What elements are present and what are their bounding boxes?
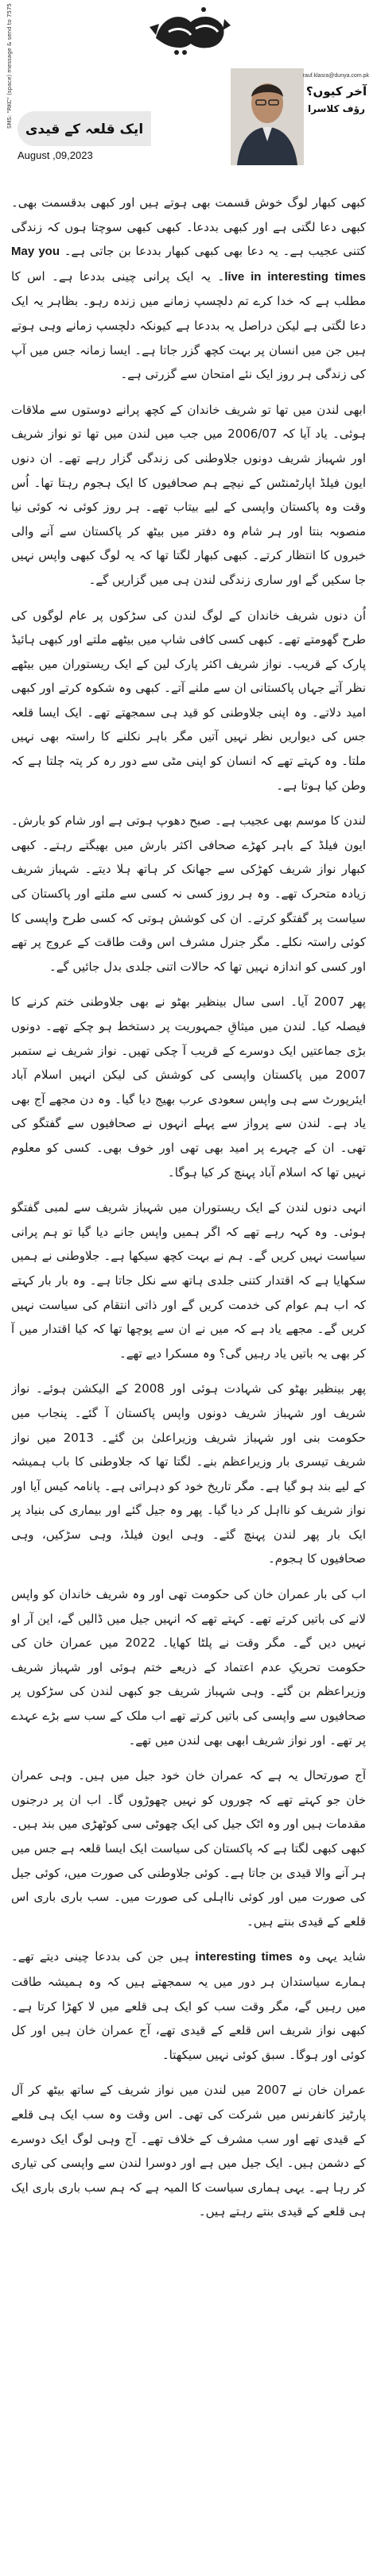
column-name: آخر کیوں؟ [305,84,367,98]
paragraph: شاید یہی وہ interesting times ہیں جن کی بددعا چینی دیتے تھے۔ ہمارے سیاستدان ہر دور میں یہ سمجھتے ہیں کہ وہ ہمیشہ طاقت میں رہیں گے، مگر وقت سب کو ایک ہی قلعے میں لا کھڑا کرتا ہے۔ کبھی نواز شریف اس قلعے کے قیدی تھے، آج عمران خان ہیں اور کل کوئی اور ہوگا۔ سبق کوئی نہیں سیکھتا۔ [11,1949,366,2062]
paragraph: انہی دنوں لندن کے ایک ریستوران میں شہباز شریف سے لمبی گفتگو ہوئی۔ وہ کہہ رہے تھے کہ اگر ہمیں واپس جانے دیا گیا تو ہم پرانی سیاست نہیں کریں گے۔ ہم نے بہت کچھ سیکھا ہے۔ جلاوطنی نے ہمیں سکھایا ہے کہ اقتدار کتنی جلدی ہاتھ سے نکل جاتا ہے۔ وہ بار بار کہتے کہ اب ہم عوام کی خدمت کریں گے اور ذاتی انتقام کی سیاست نہیں کریں گے۔ مجھے یاد ہے کہ میں نے ان سے پوچھا تھا کہ کیا اقتدار میں آ کر بھی یہ باتیں یاد رہیں گی؟ وہ مسکرا دیے تھے۔ [11,1200,366,1361]
header-left [6,64,157,183]
paragraph: آج صورتحال یہ ہے کہ عمران خان خود جیل میں ہیں۔ وہی عمران خان جو کہتے تھے کہ چوروں کو نہیں چھوڑوں گا۔ اب ان پر درجنوں مقدمات ہیں اور وہ اٹک جیل کی ایک چھوٹی سی کوٹھڑی میں بند ہیں۔ کبھی کبھی لگتا ہے کہ پاکستان کی سیاست ایک ایسا قلعہ ہے جس میں ہر آنے والا قیدی بن جاتا ہے۔ کوئی جلاوطنی کی صورت میں، کوئی جیل کی صورت میں اور کوئی نااہلی کی صورت میں۔ سب باری باری اس قلعے کے قیدی بنتے ہیں۔ [11,1768,366,1929]
paragraph: کبھی کبھار لوگ خوش قسمت بھی ہوتے ہیں اور کبھی بدقسمت بھی۔ کبھی دعا لگتی ہے اور کبھی بددعا۔ کبھی کبھی سوچتا ہوں کہ زندگی کتنی عجیب ہے۔ یہ دعا بھی کبھی کبھار بددعا بن جاتی ہے۔ May you live in interesting times۔ یہ ایک پرانی چینی بددعا ہے۔ اس کا مطلب ہے کہ خدا کرے تم دلچسپ زمانے میں زندہ رہو۔ بظاہر یہ ایک دعا لگتی ہے لیکن دراصل یہ بددعا ہے کیونکہ دلچسپ زمانے وہی ہوتے ہیں جن میں انسان پر بہت کچھ گزر جاتا ہے۔ ایسا زمانہ جس میں آپ کی زندگی ہر روز ایک نئے امتحان سے گزرتی ہے۔ [11,195,366,382]
paragraph: ابھی لندن میں تھا تو شریف خاندان کے کچھ پرانے دوستوں سے ملاقات ہوئی۔ یاد آیا کہ 2006/07 میں جب میں لندن میں تھا تو نواز شریف اور شہباز شریف دونوں جلاوطنی کی زندگی گزار رہے تھے۔ ان دنوں ایون فیلڈ اپارٹمنٹس کے نیچے ہم صحافیوں کا ایک ہجوم رہتا تھا۔ اُس وقت وہ پاکستان واپسی کے لیے بیتاب تھے۔ ہر روز کوئی نہ کوئی نیا منصوبہ بنتا اور ہر شام وہ دفتر میں بیٹھ کر پاکستان سے آنے والی خبروں کا انتظار کرتے۔ کبھی کبھار لگتا تھا کہ یہ لوگ کبھی واپس نہیں جا سکیں گے اور ساری زندگی لندن ہی میں گزاریں گے۔ [11,402,366,587]
column-header [6,3,371,183]
paragraph: پھر 2007 آیا۔ اسی سال بینظیر بھٹو نے بھی جلاوطنی ختم کرنے کا فیصلہ کیا۔ لندن میں میثاقِ جمہوریت پر دستخط ہو چکے تھے۔ دونوں بڑی جماعتیں ایک دوسرے کے قریب آ چکی تھیں۔ نواز شریف نے ستمبر 2007 میں پاکستان واپسی کی کوشش کی لیکن انہیں اسلام آباد ایئرپورٹ سے ہی واپس سعودی عرب بھیج دیا گیا۔ وہ دن مجھے آج بھی یاد ہے۔ لندن سے پرواز سے پہلے انہوں نے صحافیوں سے گفتگو کی تھی۔ ان کے چہرے پر امید بھی تھی اور خوف بھی۔ کسی کو معلوم نہیں تھا کہ اسلام آباد پہنچ کر کیا ہوگا۔ [11,994,366,1180]
paragraph: عمران خان نے 2007 میں لندن میں نواز شریف کے ساتھ بیٹھ کر آل پارٹیز کانفرنس میں شرکت کی تھی۔ اس وقت وہ سب ایک ہی قلعے کے قیدی تھے اور سب مشرف کے خلاف تھے۔ آج وہی لوگ ایک دوسرے کے دشمن ہیں۔ ایک جیل میں ہے اور دوسرا لندن سے واپسی کی تیاری کر رہا ہے۔ یہی ہماری سیاست کا المیہ ہے کہ ہم سب باری باری ایک ہی قلعے کے قیدی بنتے رہتے ہیں۔ [11,2083,366,2219]
dunya-logo [145,3,232,59]
author-photo [231,68,304,165]
title-banner [17,111,151,146]
article-body [11,191,366,2566]
column-title: ایک قلعہ کے قیدی [25,121,144,137]
paragraph: اُن دنوں شریف خاندان کے لوگ لندن کی سڑکوں پر عام لوگوں کی طرح گھومتے تھے۔ کبھی کسی کافی شاپ میں بیٹھے ملتے اور کبھی ہائیڈ پارک کے قریب۔ نواز شریف اکثر پارک لین کے ایک ریستوران میں بیٹھے نظر آتے جہاں پاکستانی ان سے ملنے آتے۔ کبھی وہ شکوہ کرتے اور کبھی امید دلاتے۔ وہ اپنی جلاوطنی کو قید ہی سمجھتے تھے۔ ایک ایسا قلعہ جس کی دیواریں نظر نہیں آتیں مگر باہر نکلنے کا راستہ بھی نہیں ملتا۔ وہ کہتے تھے کہ انسان کو اپنی مٹی سے دور رہ کر پتہ چلتا ہے کہ وطن کیا ہوتا ہے۔ [11,608,366,793]
author-name: رؤف کلاسرا [308,103,365,114]
paragraph: لندن کا موسم بھی عجیب ہے۔ صبح دھوپ ہوتی ہے اور شام کو بارش۔ ایون فیلڈ کے باہر کھڑے صحافی اکثر بارش میں بھیگتے رہتے۔ کبھی کبھار نواز شریف کھڑکی سے جھانک کر ہاتھ ہلا دیتے۔ شہباز شریف زیادہ متحرک تھے۔ وہ ہر روز کسی نہ کسی سے ملتے اور پاکستان کی سیاست پر گفتگو کرتے۔ ان کی کوشش ہوتی کہ کسی طرح واپسی کا کوئی راستہ نکلے۔ مگر جنرل مشرف اس وقت طاقت کے عروج پر تھے اور کسی کو اندازہ نہیں تھا کہ حالات اتنی جلدی بدل جائیں گے۔ [11,813,366,974]
header-right [157,64,371,183]
sms-line: SMS: "RKC" (space) message & send to 7575 [6,3,13,129]
column-name-box [302,78,371,154]
masthead [0,0,377,64]
paragraph: اب کی بار عمران خان کی حکومت تھی اور وہ شریف خاندان کو واپس لانے کی باتیں کرتے تھے۔ کہتے تھے کہ انہیں جیل میں ڈالیں گے، این آر او نہیں دیں گے۔ مگر وقت نے پلٹا کھایا۔ 2022 میں عمران خان کی حکومت تحریکِ عدم اعتماد کے ذریعے ختم ہوئی اور شہباز شریف وزیراعظم بن گئے۔ وہی شہباز شریف جو کبھی لندن کی سڑکوں پر صحافیوں سے واپسی کی باتیں کرتے تھے اب ملک کے سب سے بڑے عہدے پر تھے۔ اور نواز شریف ابھی بھی لندن میں تھے۔ [11,1587,366,1748]
author-email: rauf.klasra@dunya.com.pk [302,73,369,79]
paragraph: پھر بینظیر بھٹو کی شہادت ہوئی اور 2008 کے الیکشن ہوئے۔ نواز شریف اور شہباز شریف دونوں واپس پاکستان آ گئے۔ پنجاب میں حکومت بنی اور شہباز شریف وزیراعلیٰ بن گئے۔ 2013 میں نواز شریف تیسری بار وزیراعظم بنے۔ لگتا تھا کہ جلاوطنی کا باب ہمیشہ کے لیے بند ہو گیا ہے۔ مگر تاریخ خود کو دہراتی ہے۔ پانامہ کیس آیا اور نواز شریف کو نااہل کر دیا گیا۔ پھر وہ جیل گئے اور بیماری کی بنیاد پر ایک بار پھر لندن پہنچ گئے۔ وہی ایون فیلڈ، وہی سڑکیں، وہی صحافیوں کا ہجوم۔ [11,1381,366,1566]
publish-date: August ,09,2023 [17,149,93,161]
